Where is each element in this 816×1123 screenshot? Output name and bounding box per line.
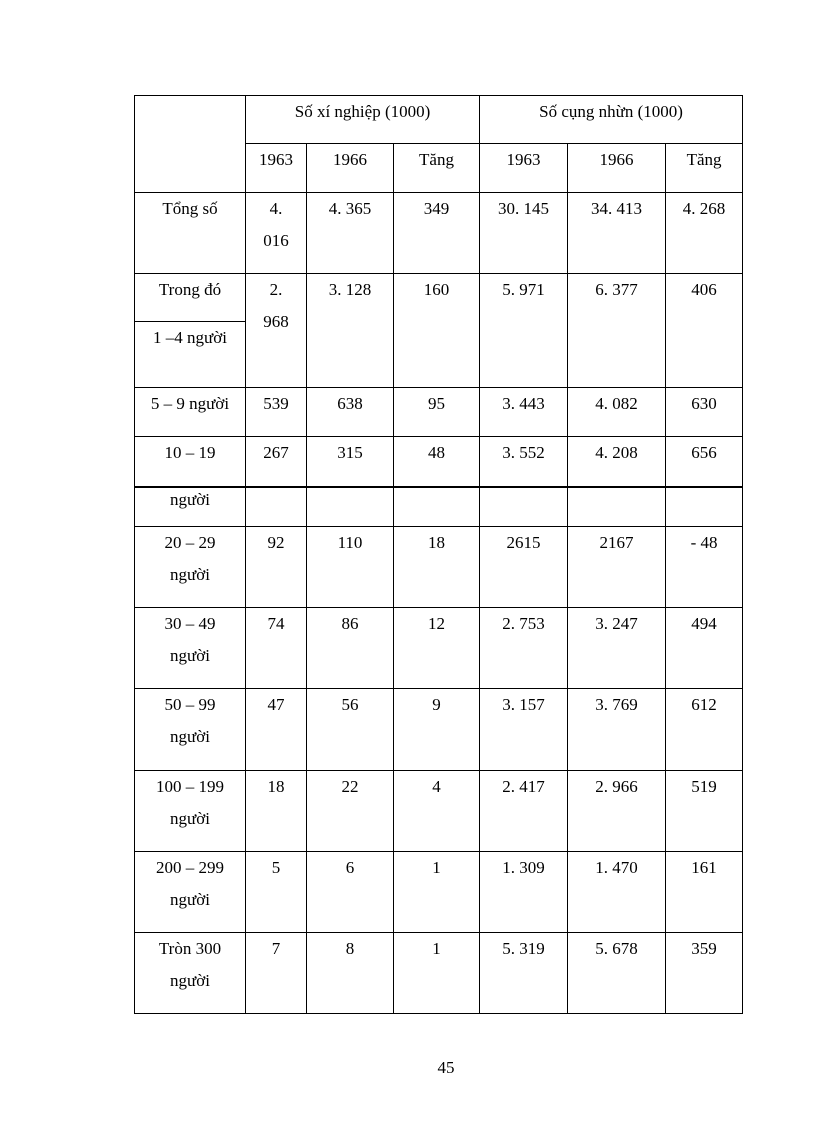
table-cell: 95 — [394, 388, 480, 437]
table-cell: 18 — [394, 527, 480, 608]
table-row-continuation — [135, 487, 743, 527]
table-cell — [666, 487, 743, 527]
table-cell: 7 — [246, 933, 307, 1014]
table-cell: 3. 769 — [568, 689, 666, 771]
table-cell: 34. 413 — [568, 193, 666, 274]
table-cell: 630 — [666, 388, 743, 437]
row-label: người — [135, 487, 246, 527]
table-cell: 161 — [666, 852, 743, 933]
row-label-line: 20 – 29 — [164, 533, 216, 552]
table-cell — [307, 487, 394, 527]
row-label — [135, 933, 246, 1014]
row-label — [135, 771, 246, 852]
table-row — [135, 608, 743, 689]
row-label: Tổng số — [135, 193, 246, 274]
table-cell: 6 — [307, 852, 394, 933]
table-cell: - 48 — [666, 527, 743, 608]
table-cell: 1. 470 — [568, 852, 666, 933]
table-cell: 349 — [394, 193, 480, 274]
table-cell: 315 — [307, 437, 394, 487]
table-cell: 612 — [666, 689, 743, 771]
table-cell: 3. 443 — [480, 388, 568, 437]
table-cell: 539 — [246, 388, 307, 437]
table-cell: 6. 377 — [568, 274, 666, 388]
table-cell: 406 — [666, 274, 743, 388]
table-cell: 4. 082 — [568, 388, 666, 437]
table-row — [135, 388, 743, 437]
table-cell: 5. 678 — [568, 933, 666, 1014]
table-cell: 1. 309 — [480, 852, 568, 933]
cell-line: 2. — [269, 280, 283, 299]
row-label-line: người — [170, 727, 210, 746]
table-cell: 5 — [246, 852, 307, 933]
table-row — [135, 527, 743, 608]
year-header: 1963 — [246, 144, 307, 193]
table-row-of-which — [135, 274, 743, 322]
row-label-line: 100 – 199 — [156, 777, 224, 796]
row-label: Trong đó — [135, 274, 246, 322]
table-row — [135, 852, 743, 933]
row-label — [135, 689, 246, 771]
cell-line: 968 — [263, 312, 289, 331]
table-cell: 1 — [394, 933, 480, 1014]
table-cell: 5. 971 — [480, 274, 568, 388]
table-cell: 9 — [394, 689, 480, 771]
table-row — [135, 771, 743, 852]
row-label: 5 – 9 người — [135, 388, 246, 437]
table-cell: 2. 417 — [480, 771, 568, 852]
table-cell: 47 — [246, 689, 307, 771]
enterprises-header: Số xí nghiệp (1000) — [246, 96, 480, 144]
table-row — [135, 437, 743, 487]
row-label-line: 50 – 99 — [164, 695, 216, 714]
table-cell: 56 — [307, 689, 394, 771]
table-cell: 656 — [666, 437, 743, 487]
year-header: 1966 — [568, 144, 666, 193]
table-cell: 18 — [246, 771, 307, 852]
table-cell: 48 — [394, 437, 480, 487]
table-cell: 8 — [307, 933, 394, 1014]
row-label-line: 200 – 299 — [156, 858, 224, 877]
table-row — [135, 933, 743, 1014]
corner-cell — [135, 96, 246, 193]
table-header-row — [135, 96, 743, 144]
table-cell: 30. 145 — [480, 193, 568, 274]
table-cell: 2167 — [568, 527, 666, 608]
row-label-line: người — [170, 565, 210, 584]
cell-line: 016 — [263, 231, 289, 250]
row-label-line: người — [170, 890, 210, 909]
table-cell: 160 — [394, 274, 480, 388]
row-label-line: người — [170, 971, 210, 990]
table-cell: 2615 — [480, 527, 568, 608]
increase-header: Tăng — [394, 144, 480, 193]
increase-header: Tăng — [666, 144, 743, 193]
row-label — [135, 527, 246, 608]
table-cell: 92 — [246, 527, 307, 608]
table-cell: 2. 966 — [568, 771, 666, 852]
row-label-line: 30 – 49 — [164, 614, 216, 633]
table-cell: 359 — [666, 933, 743, 1014]
table-cell: 110 — [307, 527, 394, 608]
table-cell: 1 — [394, 852, 480, 933]
table-cell: 4 — [394, 771, 480, 852]
table-cell: 86 — [307, 608, 394, 689]
table-cell: 2. 753 — [480, 608, 568, 689]
table-row — [135, 689, 743, 771]
row-label: 10 – 19 — [135, 437, 246, 487]
year-header: 1966 — [307, 144, 394, 193]
table-cell: 3. 552 — [480, 437, 568, 487]
page-number: 45 — [437, 1058, 455, 1077]
cell-line: 4. — [269, 199, 283, 218]
table-cell: 3. 157 — [480, 689, 568, 771]
table-cell: 5. 319 — [480, 933, 568, 1014]
table-cell: 4. 365 — [307, 193, 394, 274]
table-cell — [246, 487, 307, 527]
table-cell: 3. 247 — [568, 608, 666, 689]
table-cell: 12 — [394, 608, 480, 689]
table-cell — [246, 193, 307, 274]
table-cell — [480, 487, 568, 527]
table-cell: 4. 208 — [568, 437, 666, 487]
row-label — [135, 608, 246, 689]
table-cell: 494 — [666, 608, 743, 689]
table-cell: 22 — [307, 771, 394, 852]
row-label-line: Tròn 300 — [158, 939, 222, 958]
row-label: 1 –4 người — [135, 322, 246, 388]
workers-header: Số cụng nhừn (1000) — [480, 96, 743, 144]
table-cell — [394, 487, 480, 527]
table-cell: 3. 128 — [307, 274, 394, 388]
row-label-line: người — [170, 809, 210, 828]
table-cell: 519 — [666, 771, 743, 852]
table-cell — [568, 487, 666, 527]
row-label — [135, 852, 246, 933]
row-label-line: người — [170, 646, 210, 665]
table-cell: 638 — [307, 388, 394, 437]
table-cell: 4. 268 — [666, 193, 743, 274]
table-cell — [246, 274, 307, 388]
statistics-table — [134, 95, 743, 1014]
table-cell: 267 — [246, 437, 307, 487]
table-cell: 74 — [246, 608, 307, 689]
year-header: 1963 — [480, 144, 568, 193]
table-row-total — [135, 193, 743, 274]
